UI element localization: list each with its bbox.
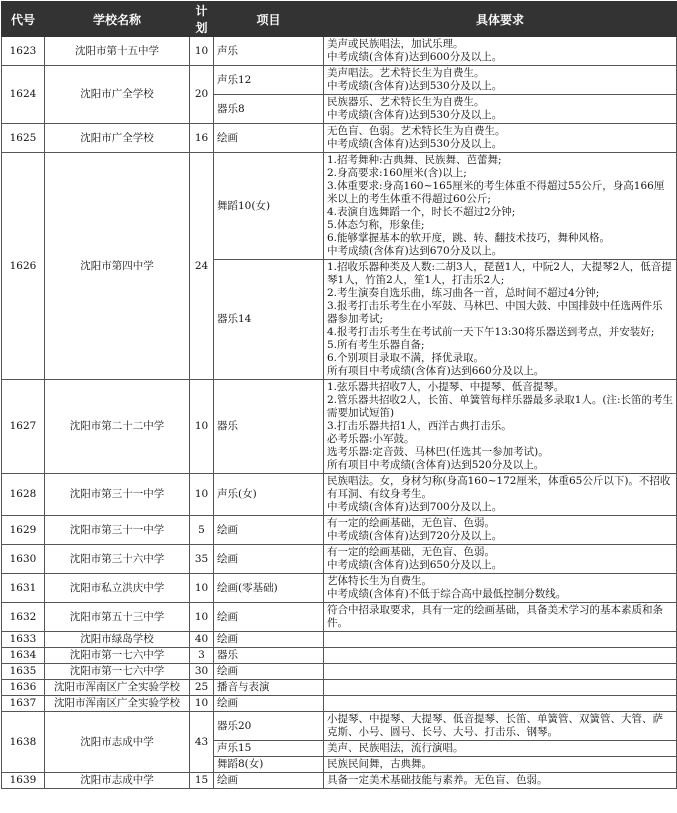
row-code: 1639	[2, 773, 45, 789]
row-requirements	[324, 664, 677, 680]
row-requirements	[324, 632, 677, 648]
row-code: 1638	[2, 712, 45, 773]
header-school: 学校名称	[45, 2, 190, 37]
table-row	[2, 153, 677, 260]
row-school: 沈阳市私立洪庆中学	[45, 574, 190, 603]
row-item: 舞蹈10(女)	[214, 153, 324, 260]
row-requirements	[324, 741, 677, 757]
requirement-line: 有一定的绘画基础，无色盲、色弱。	[327, 517, 495, 529]
requirement-line: 美声、民族唱法，流行演唱。	[327, 742, 464, 754]
requirement-line: 艺体特长生为自费生。	[327, 575, 432, 587]
requirement-line: 5.所有考生乐器自备;	[327, 339, 425, 351]
row-school: 沈阳市第一七六中学	[45, 664, 190, 680]
requirement-line: 民族器乐、艺术特长生为自费生。	[327, 96, 485, 108]
row-code: 1625	[2, 124, 45, 153]
admission-table	[1, 1, 677, 789]
row-requirements	[324, 516, 677, 545]
row-school: 沈阳市广全学校	[45, 124, 190, 153]
row-plan: 15	[190, 773, 214, 789]
requirement-line: 中考成绩(含体育)达到670分及以上。	[327, 245, 503, 257]
table-row	[2, 680, 677, 696]
row-school: 沈阳市志成中学	[45, 712, 190, 773]
requirement-line: 2.考生演奏自选乐曲，练习曲各一首，总时间不超过4分钟;	[327, 287, 600, 299]
row-code: 1627	[2, 380, 45, 474]
row-plan: 10	[190, 603, 214, 632]
row-plan: 10	[190, 474, 214, 516]
requirement-line: 中考成绩(含体育)不低于综合高中最低控制分数线。	[327, 588, 567, 600]
requirement-line: 中考成绩(含体育)达到600分及以上。	[327, 51, 503, 63]
row-item: 器乐20	[214, 712, 324, 741]
requirement-line: 6.个别项目录取不满，择优录取。	[327, 352, 485, 364]
requirement-line: 选考乐器:定音鼓、马林巴(任选其一参加考试)。	[327, 446, 549, 458]
row-plan: 35	[190, 545, 214, 574]
header-code: 代号	[2, 2, 45, 37]
row-code: 1634	[2, 648, 45, 664]
row-school: 沈阳市第十五中学	[45, 37, 190, 66]
requirement-line: 民族民间舞，古典舞。	[327, 758, 432, 770]
requirement-line: 民族唱法。女，身材匀称(身高160~172厘米，体重65公斤以下)。不招收有耳洞、有纹身考生。	[327, 475, 671, 500]
row-code: 1632	[2, 603, 45, 632]
row-requirements	[324, 66, 677, 95]
requirement-line: 2.身高要求:160厘米(含)以上;	[327, 167, 467, 179]
row-school: 沈阳市第三十一中学	[45, 516, 190, 545]
row-item: 器乐	[214, 380, 324, 474]
requirement-line: 所有项目中考成绩(含体育)达到520分及以上。	[327, 459, 545, 471]
row-plan: 30	[190, 664, 214, 680]
requirement-line: 小提琴、中提琴、大提琴、低音提琴、长笛、单簧管、双簧管、大管、萨克斯、小号、圆号、长号、大号、打击乐、钢琴。	[327, 713, 663, 738]
row-requirements	[324, 380, 677, 474]
row-plan: 10	[190, 380, 214, 474]
row-school: 沈阳市第一七六中学	[45, 648, 190, 664]
requirement-line: 无色盲、色弱。艺术特长生为自费生。	[327, 125, 506, 137]
row-school: 沈阳市浑南区广全实验学校	[45, 680, 190, 696]
table-row	[2, 712, 677, 741]
row-requirements	[324, 773, 677, 789]
table-row	[2, 773, 677, 789]
row-code: 1629	[2, 516, 45, 545]
row-plan: 16	[190, 124, 214, 153]
table-row	[2, 648, 677, 664]
table-row	[2, 603, 677, 632]
requirement-line: 必考乐器:小军鼓。	[327, 433, 415, 445]
row-item: 声乐(女)	[214, 474, 324, 516]
row-item: 声乐12	[214, 66, 324, 95]
row-item: 绘画	[214, 516, 324, 545]
row-school: 沈阳市第二十二中学	[45, 380, 190, 474]
table-row	[2, 380, 677, 474]
row-school: 沈阳市绿岛学校	[45, 632, 190, 648]
table-row	[2, 66, 677, 95]
row-code: 1633	[2, 632, 45, 648]
row-item: 绘画	[214, 773, 324, 789]
requirement-line: 2.管乐器共招收2人，长笛、单簧管每样乐器最多录取1人。(注:长笛的考生需要加试短笛)	[327, 394, 674, 419]
requirement-line: 4.报考打击乐考生在考试前一天下午13:30将乐器送到考点，并安装好;	[327, 326, 655, 338]
row-item: 器乐14	[214, 260, 324, 380]
requirement-line: 中考成绩(含体育)达到530分及以上。	[327, 109, 503, 121]
row-code: 1623	[2, 37, 45, 66]
requirement-line: 符合中招录取要求，具有一定的绘画基础，具备美术学习的基本素质和条件。	[327, 604, 663, 629]
row-item: 器乐	[214, 648, 324, 664]
row-requirements	[324, 648, 677, 664]
table-row	[2, 545, 677, 574]
requirement-line: 有一定的绘画基础，无色盲、色弱。	[327, 546, 495, 558]
requirement-line: 1.招考舞种:古典舞、民族舞、芭蕾舞;	[327, 154, 502, 166]
table-row	[2, 37, 677, 66]
row-code: 1637	[2, 696, 45, 712]
requirement-line: 1.招收乐器种类及人数:二胡3人，琵琶1人，中阮2人，大提琴2人，低音提琴1人，竹笛2人，笙1人，打击乐2人;	[327, 261, 672, 286]
requirement-line: 1.弦乐器共招收7人，小提琴、中提琴、低音提琴。	[327, 381, 565, 393]
requirement-line: 3.打击乐器共招1人，西洋古典打击乐。	[327, 420, 512, 432]
row-plan: 10	[190, 574, 214, 603]
row-code: 1631	[2, 574, 45, 603]
row-school: 沈阳市第五十三中学	[45, 603, 190, 632]
requirement-line: 中考成绩(含体育)达到530分及以上。	[327, 138, 503, 150]
requirement-line: 中考成绩(含体育)达到530分及以上。	[327, 80, 503, 92]
row-requirements	[324, 712, 677, 741]
row-item: 绘画	[214, 545, 324, 574]
row-school: 沈阳市第三十六中学	[45, 545, 190, 574]
requirement-line: 所有项目中考成绩(含体育)达到660分及以上。	[327, 365, 545, 377]
table-row	[2, 664, 677, 680]
row-requirements	[324, 757, 677, 773]
row-school: 沈阳市广全学校	[45, 66, 190, 124]
row-item: 播音与表演	[214, 680, 324, 696]
row-requirements	[324, 37, 677, 66]
row-item: 绘画	[214, 124, 324, 153]
row-plan: 3	[190, 648, 214, 664]
row-item: 舞蹈8(女)	[214, 757, 324, 773]
header-plan: 计划	[190, 2, 214, 37]
row-school: 沈阳市志成中学	[45, 773, 190, 789]
row-requirements	[324, 603, 677, 632]
row-code: 1630	[2, 545, 45, 574]
requirement-line: 中考成绩(含体育)达到650分及以上。	[327, 559, 503, 571]
row-requirements	[324, 574, 677, 603]
requirement-line: 4.表演自选舞蹈一个，时长不超过2分钟;	[327, 206, 516, 218]
row-plan: 20	[190, 66, 214, 124]
header-requirements: 具体要求	[324, 2, 677, 37]
row-item: 声乐15	[214, 741, 324, 757]
row-code: 1636	[2, 680, 45, 696]
row-item: 声乐	[214, 37, 324, 66]
table-row	[2, 696, 677, 712]
row-requirements	[324, 124, 677, 153]
row-school: 沈阳市浑南区广全实验学校	[45, 696, 190, 712]
row-requirements	[324, 260, 677, 380]
row-requirements	[324, 545, 677, 574]
row-plan: 5	[190, 516, 214, 545]
requirement-line: 6.能够掌握基本的软开度，跳、转、翻技术技巧，舞种风格。	[327, 232, 611, 244]
row-item: 绘画	[214, 632, 324, 648]
row-code: 1624	[2, 66, 45, 124]
row-school: 沈阳市第三十一中学	[45, 474, 190, 516]
table-row	[2, 474, 677, 516]
requirement-line: 中考成绩(含体育)达到700分及以上。	[327, 501, 503, 513]
table-row	[2, 574, 677, 603]
row-requirements	[324, 680, 677, 696]
row-plan: 43	[190, 712, 214, 773]
row-item: 绘画	[214, 696, 324, 712]
row-code: 1635	[2, 664, 45, 680]
row-code: 1628	[2, 474, 45, 516]
row-plan: 40	[190, 632, 214, 648]
header-item: 项目	[214, 2, 324, 37]
requirement-line: 具备一定美术基础技能与素养。无色盲、色弱。	[327, 774, 548, 786]
row-item: 绘画	[214, 664, 324, 680]
row-item: 器乐8	[214, 95, 324, 124]
table-body	[2, 37, 677, 789]
row-school: 沈阳市第四中学	[45, 153, 190, 380]
requirement-line: 3.报考打击乐考生在小军鼓、马林巴、中国大鼓、中国排鼓中任选两件乐器参加考试;	[327, 300, 663, 325]
requirement-line: 美声或民族唱法，加试乐理。	[327, 38, 464, 50]
requirement-line: 中考成绩(含体育)达到720分及以上。	[327, 530, 503, 542]
table-row	[2, 632, 677, 648]
row-plan: 25	[190, 680, 214, 696]
requirement-line: 美声唱法。艺术特长生为自费生。	[327, 67, 485, 79]
row-requirements	[324, 153, 677, 260]
requirement-line: 5.体态匀称，形象佳;	[327, 219, 425, 231]
table-row	[2, 124, 677, 153]
requirement-line: 3.体重要求:身高160~165厘米的考生体重不得超过55公斤，身高166厘米以上的考生体重不得超过60公斤;	[327, 180, 665, 205]
table-row	[2, 516, 677, 545]
row-item: 绘画(零基础)	[214, 574, 324, 603]
row-requirements	[324, 696, 677, 712]
row-requirements	[324, 474, 677, 516]
row-plan: 24	[190, 153, 214, 380]
header-row	[2, 2, 677, 37]
row-code: 1626	[2, 153, 45, 380]
row-requirements	[324, 95, 677, 124]
row-item: 绘画	[214, 603, 324, 632]
row-plan: 10	[190, 37, 214, 66]
row-plan: 10	[190, 696, 214, 712]
